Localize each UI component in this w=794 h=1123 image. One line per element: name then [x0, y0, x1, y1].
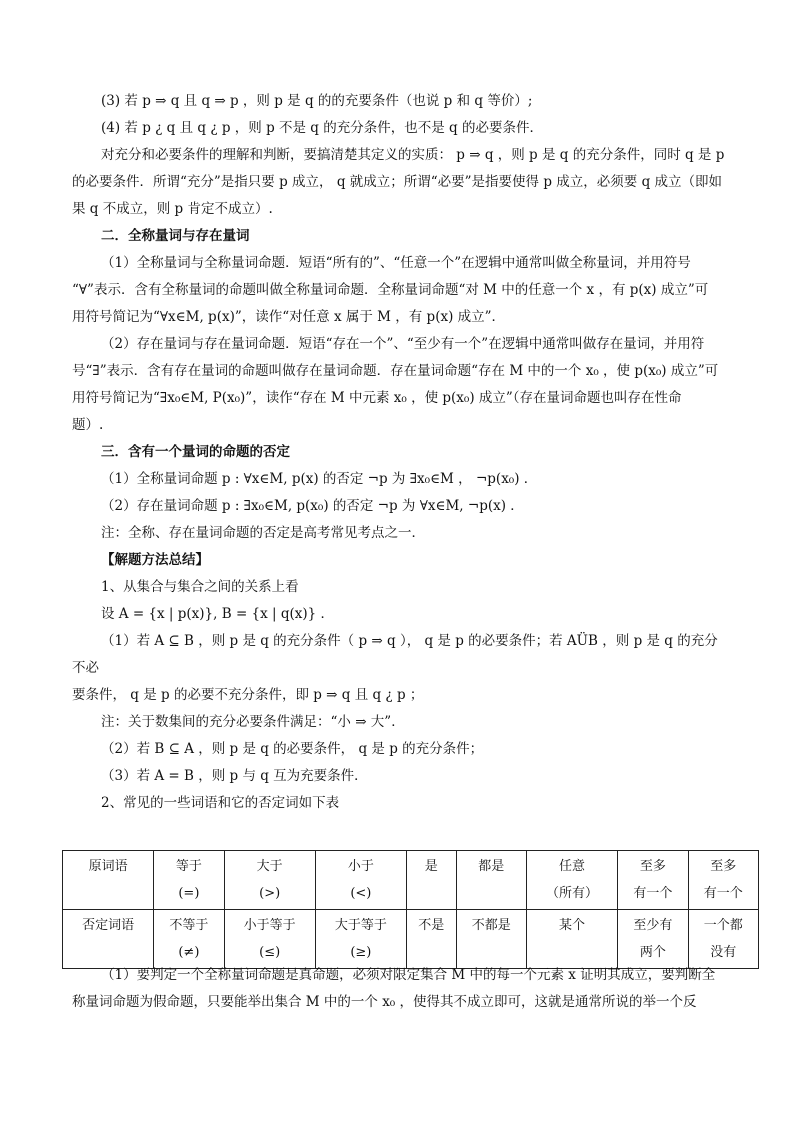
- text-line: 设 A = {x | p(x)}, B = {x | q(x)} ．: [101, 606, 335, 622]
- table-cell: 任意 （所有）: [526, 851, 617, 910]
- table-cell: 否定词语: [63, 910, 154, 969]
- text-line: （2）存在量词与存在量词命题．短语“存在一个”、“至少有一个”在逻辑中通常叫做存在量词，并用符: [101, 336, 705, 352]
- text-line: 题）.: [72, 417, 104, 433]
- table-row: [63, 851, 759, 910]
- table-cell: 原词语: [63, 851, 154, 910]
- table-row: [63, 910, 759, 969]
- table-cell: 都是: [456, 851, 526, 910]
- table-cell: 不等于 (≠): [154, 910, 224, 969]
- text-line: （1）全称量词命题 p : ∀x∈M, p(x) 的否定 ¬p 为 ∃x₀∈M ， ¬p(x₀) ．: [101, 471, 538, 487]
- text-line: （1）全称量词与全称量词命题．短语“所有的”、“任意一个”在逻辑中通常叫做全称量词，并用符号: [101, 255, 691, 271]
- table-cell: 某个: [526, 910, 617, 969]
- text-line: 果 q 不成立，则 p 肯定不成立）.: [72, 201, 273, 217]
- table-cell: 一个都 没有: [688, 910, 758, 969]
- table-cell: 至多 有一个: [688, 851, 758, 910]
- text-line: 用符号简记为“∀x∈M, p(x)”，读作“对任意 x 属于 M ，有 p(x) 成立”．: [72, 309, 506, 325]
- text-line: (4) 若 p ¿ q 且 q ¿ p ，则 p 不是 q 的充分条件，也不是 q 的必要条件．: [101, 120, 543, 136]
- table-cell: 是: [406, 851, 456, 910]
- text-line: （1）若 A ⊆ B ，则 p 是 q 的充分条件（ p ⇒ q ）， q 是 p 的必要条件；若 AÜB ，则 p 是 q 的充分不必: [72, 633, 718, 676]
- table-cell: 至多 有一个: [618, 851, 688, 910]
- after-table-paragraph: [72, 962, 732, 1016]
- text-line: 用符号简记为“∃x₀∈M, P(x₀)”，读作“存在 M 中元素 x₀ ，使 p(x₀) 成立”（存在量词命题也叫存在性命: [72, 390, 682, 406]
- text-line: （3）若 A = B ，则 p 与 q 互为充要条件．: [101, 768, 368, 784]
- section-heading: 二．全称量词与存在量词: [101, 228, 250, 244]
- table-cell: 不是: [406, 910, 456, 969]
- section-heading: 三．含有一个量词的命题的否定: [101, 444, 290, 460]
- text-line: 对充分和必要条件的理解和判断，要搞清楚其定义的实质： p ⇒ q ，则 p 是 q 的充分条件，同时 q 是 p: [101, 147, 725, 163]
- table-cell: 小于等于 (≤): [224, 910, 315, 969]
- document-body: [72, 88, 730, 817]
- negation-table: [62, 850, 759, 969]
- text-line: 要条件， q 是 p 的必要不充分条件，即 p ⇒ q 且 q ¿ p ；: [72, 687, 424, 703]
- table-cell: 至少有 两个: [618, 910, 688, 969]
- text-line: 的必要条件．所谓“充分”是指只要 p 成立， q 就成立；所谓“必要”是指要使得 p 成立，必须要 q 成立（即如: [72, 174, 723, 190]
- table-cell: 大于 (>): [224, 851, 315, 910]
- table-cell: 等于 (=): [154, 851, 224, 910]
- text-line: 称量词命题为假命题，只要能举出集合 M 中的一个 x₀ ，使得其不成立即可，这就是通常所说的举一个反: [72, 994, 697, 1010]
- section-heading: 【解题方法总结】: [101, 552, 209, 568]
- text-line: （1）要判定一个全称量词命题是真命题，必须对限定集合 M 中的每一个元素 x 证明其成立，要判断全: [101, 967, 716, 983]
- table-cell: 大于等于 (≥): [315, 910, 406, 969]
- text-line: 号“∃”表示．含有存在量词的命题叫做存在量词命题．存在量词命题“存在 M 中的一个 x₀ ，使 p(x₀) 成立”可: [72, 363, 719, 379]
- text-line: 1、从集合与集合之间的关系上看: [101, 579, 299, 595]
- text-line: (3) 若 p ⇒ q 且 q ⇒ p ，则 p 是 q 的的充要条件（也说 p 和 q 等价）;: [101, 93, 533, 109]
- text-line: 注：全称、存在量词命题的否定是高考常见考点之一．: [101, 525, 425, 541]
- text-line: （2）若 B ⊆ A ，则 p 是 q 的必要条件， q 是 p 的充分条件；: [101, 741, 484, 757]
- text-line: 2、常见的一些词语和它的否定词如下表: [101, 795, 340, 811]
- text-line: 注：关于数集间的充分必要条件满足：“小 ⇒ 大”．: [101, 714, 405, 730]
- table-cell: 不都是: [456, 910, 526, 969]
- text-line: （2）存在量词命题 p : ∃x₀∈M, p(x₀) 的否定 ¬p 为 ∀x∈M, ¬p(x) ．: [101, 498, 524, 514]
- table-cell: 小于 (<): [315, 851, 406, 910]
- text-line: “∀”表示．含有全称量词的命题叫做全称量词命题．全称量词命题“对 M 中的任意一个 x ，有 p(x) 成立”可: [72, 282, 709, 298]
